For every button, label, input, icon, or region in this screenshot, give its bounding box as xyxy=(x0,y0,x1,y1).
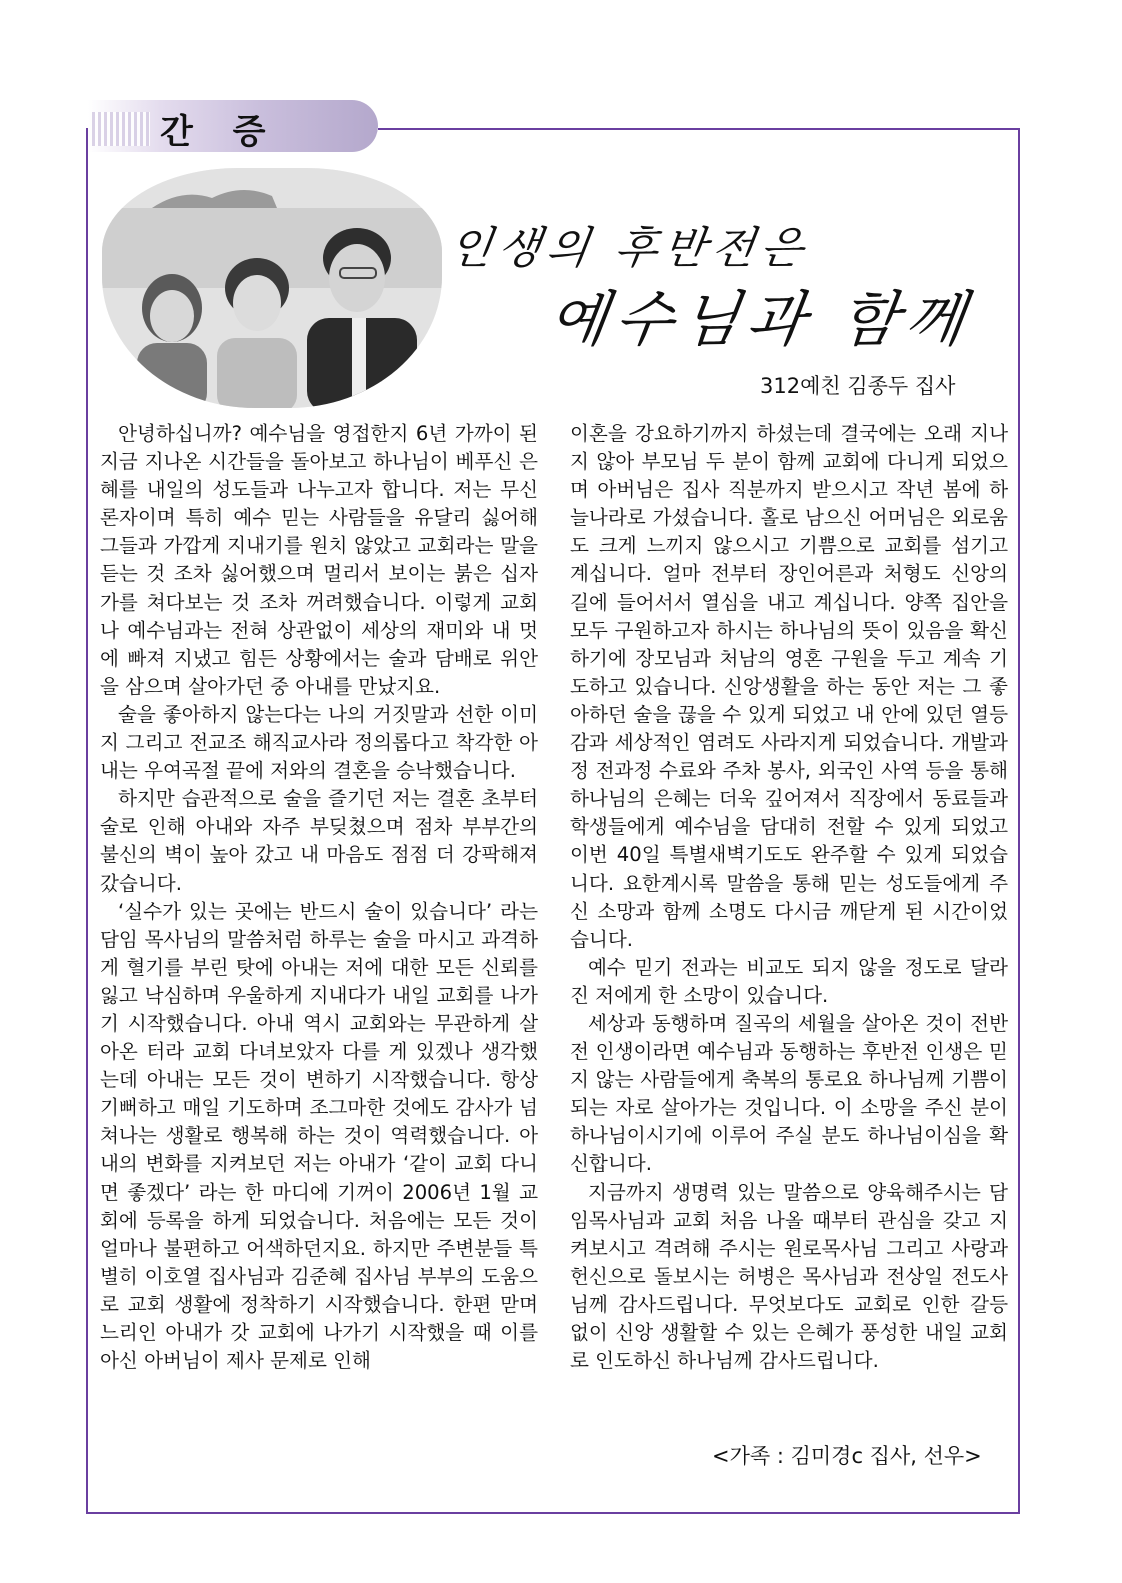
paragraph: 하지만 습관적으로 술을 즐기던 저는 결혼 초부터 술로 인해 아내와 자주 부딪쳤으며 점차 부부간의 불신의 벽이 높아 갔고 내 마음도 점점 더 강팍해져 갔습니다. xyxy=(100,787,538,895)
paragraph: 안녕하십니까? 예수님을 영접한지 6년 가까이 된 지금 지나온 시간들을 돌아보고 하나님이 베푸신 은혜를 내일의 성도들과 나누고자 합니다. 저는 무신론자이며 특히 예수 믿는 사람들을 유달리 싫어해 그들과 가깝게 지내기를 원치 않았고 교회라는 말을 듣는 것 조차 싫어했으며 멀리서 보이는 붉은 십자가를 쳐다보는 것 조차 꺼려했습니다. 이렇게 교회나 예수님과는 전혀 상관없이 세상의 재미와 내 멋에 빠져 지냈고 힘든 상황에서는 술과 담배로 위안을 삼으며 살아가던 중 아내를 만났지요. xyxy=(100,422,538,698)
paragraph: 지금까지 생명력 있는 말씀으로 양육해주시는 담임목사님과 교회 처음 나올 때부터 관심을 갖고 지켜보시고 격려해 주시는 원로목사님 그리고 사랑과 헌신으로 돌보시는 허병은 목사님과 전상일 전도사님께 감사드립니다. 무엇보다도 교회로 인한 갈등 없이 신앙 생활할 수 있는 은혜가 풍성한 내일 교회로 인도하신 하나님께 감사드립니다. xyxy=(570,1180,1008,1373)
article-column-left xyxy=(100,420,538,1375)
family-photo-image xyxy=(102,168,442,408)
paragraph: 세상과 동행하며 질곡의 세월을 살아온 것이 전반전 인생이라면 예수님과 동행하는 후반전 인생은 믿지 않는 사람들에게 축복의 통로요 하나님께 기쁨이 되는 자로 살아가는 것입니다. 이 소망을 주신 분이 하나님이시기에 이루어 주실 분도 하나님이심을 확신합니다. xyxy=(570,1011,1008,1176)
paragraph: 술을 좋아하지 않는다는 나의 거짓말과 선한 이미지 그리고 전교조 해직교사라 정의롭다고 착각한 아내는 우여곡절 끝에 저와의 결혼을 승낙했습니다. xyxy=(100,702,538,783)
author-byline: 312예친 김종두 집사 xyxy=(760,374,956,398)
section-title: 간 증 xyxy=(160,112,280,152)
title-line-1: 인생의 후반전은 xyxy=(445,223,813,274)
family-photo xyxy=(102,168,442,408)
article-column-right xyxy=(570,420,1008,1375)
paragraph: 이혼을 강요하기까지 하셨는데 결국에는 오래 지나지 않아 부모님 두 분이 함께 교회에 다니게 되었으며 아버님은 집사 직분까지 받으시고 작년 봄에 하늘나라로 가셨습니다. 홀로 남으신 어머님은 외로움도 크게 느끼지 않으시고 기쁨으로 교회를 섬기고 계십니다. 얼마 전부터 장인어른과 처형도 신앙의 길에 들어서서 열심을 내고 계십니다. 양쪽 집안을 모두 구원하고자 하시는 하나님의 뜻이 있음을 확신하기에 장모님과 처남의 영혼 구원을 두고 계속 기도하고 있습니다. 신앙생활을 하는 동안 저는 그 좋아하던 술을 끊을 수 있게 되었고 내 안에 있던 열등감과 세상적인 염려도 사라지게 되었습니다. 개발과정 전과정 수료와 주차 봉사, 외국인 사역 등을 통해 하나님의 은혜는 더욱 깊어져서 직장에서 동료들과 학생들에게 예수님을 담대히 전할 수 있게 되었고 이번 40일 특별새벽기도도 완주할 수 있게 되었습니다. 요한계시록 말씀을 통해 믿는 성도들에게 주신 소망과 함께 소명도 다시금 깨닫게 된 시간이었습니다. xyxy=(570,422,1008,951)
paragraph: ‘실수가 있는 곳에는 반드시 술이 있습니다’ 라는 담임 목사님의 말씀처럼 하루는 술을 마시고 과격하게 혈기를 부린 탓에 아내는 저에 대한 모든 신뢰를 잃고 낙심하며 우울하게 지내다가 내일 교회를 나가기 시작했습니다. 아내 역시 교회와는 무관하게 살아온 터라 교회 다녀보았자 다를 게 있겠나 생각했는데 아내는 모든 것이 변하기 시작했습니다. 항상 기뻐하고 매일 기도하며 조그마한 것에도 감사가 넘쳐나는 생활로 행복해 하는 것이 역력했습니다. 아내의 변화를 지켜보던 저는 아내가 ‘같이 교회 다니면 좋겠다’ 라는 한 마디에 기꺼이 2006년 1월 교회에 등록을 하게 되었습니다. 처음에는 모든 것이 얼마나 불편하고 어색하던지요. 하지만 주변분들 특별히 이호열 집사님과 김준혜 집사님 부부의 도움으로 교회 생활에 정착하기 시작했습니다. 한편 맏며느리인 아내가 갓 교회에 나가기 시작했을 때 이를 아신 아버님이 제사 문제로 인해 xyxy=(100,899,538,1373)
family-note: <가족 : 김미경c 집사, 선우> xyxy=(712,1444,982,1468)
title-line-2: 예수님과 함께 xyxy=(544,285,978,355)
paragraph: 예수 믿기 전과는 비교도 되지 않을 정도로 달라진 저에게 한 소망이 있습니다. xyxy=(570,955,1008,1007)
